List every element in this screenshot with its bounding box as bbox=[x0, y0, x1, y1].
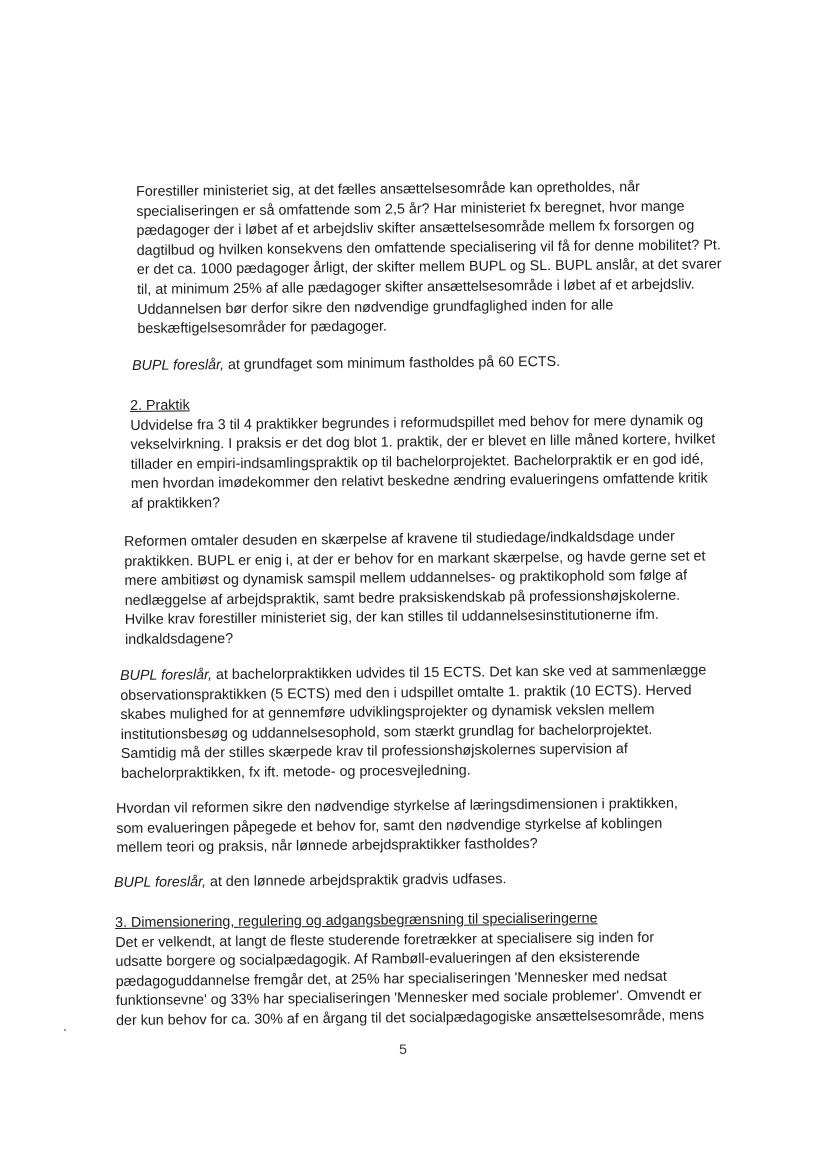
section-heading: 3. Dimensionering, regulering og adgangsbegrænsning til specialiseringerne bbox=[115, 910, 598, 931]
text-line: Hvilke krav forestiller ministeriet sig, der kan stilles til uddannelsesinstitutionerne ifm. bbox=[124, 607, 659, 629]
section-heading: 2. Praktik bbox=[130, 397, 190, 414]
text-line: funktionsevne' og 33% har specialiseringen 'Mennesker med sociale problemer'. Omvendt er bbox=[115, 987, 702, 1010]
text-line: Forestiller ministeriet sig, at det fælles ansættelsesområde kan opretholdes, når bbox=[136, 179, 640, 200]
text-line: observationspraktikken (5 ECTS) med den i udspillet omtalte 1. praktik (10 ECTS). Herved bbox=[120, 682, 692, 704]
text-line: nedlæggelse af arbejdspraktik, samt bedre praksiskendskab på professionshøjskolerne. bbox=[124, 587, 681, 609]
proposal-lead: BUPL foreslår, bbox=[132, 357, 225, 374]
proposal-text: at grundfaget som minimum fastholdes på 60 ECTS. bbox=[223, 353, 561, 374]
text-line: indkaldsdagene? bbox=[124, 630, 234, 648]
paragraph-mobility bbox=[136, 177, 722, 339]
text-line: er det ca. 1000 pædagoger årligt, der skifter mellem BUPL og SL. BUPL anslår, at det svarer bbox=[136, 256, 722, 279]
proposal-bachelorpraktik bbox=[120, 661, 707, 784]
text-line: Det er velkendt, at langt de fleste studerende foretrækker at specialisere sig inden for bbox=[115, 929, 655, 951]
text-line bbox=[132, 353, 560, 377]
text-line: mere ambitiøst og dynamisk samspil mellem uddannelses- og praktikophold som følge af bbox=[124, 567, 688, 590]
section-praktik bbox=[130, 391, 716, 514]
text-line bbox=[114, 870, 507, 893]
proposal-grundfag bbox=[132, 353, 560, 377]
section-dimensionering bbox=[115, 908, 704, 1031]
text-line: udsatte borgere og socialpædagogik. Af Rambøll-evalueringen af den eksisterende bbox=[115, 949, 641, 971]
text-line: praktikken. BUPL er enig i, at der er behov for en markant skærpelse, og havde gerne set et bbox=[124, 548, 706, 570]
text-line: specialiseringen er så omfattende som 2,5 år? Har ministeriet fx beregnet, hvor mange bbox=[136, 198, 685, 220]
proposal-lead: BUPL foreslår, bbox=[120, 667, 213, 684]
proposal-arbejdspraktik bbox=[114, 870, 507, 893]
text-line: af praktikken? bbox=[130, 495, 221, 512]
text-line: men hvordan imødekommer den relativt beskedne ændring evalueringens omfattende kritik bbox=[130, 470, 708, 493]
text-line: institutionsbesøg og uddannelsesophold, som stærkt grundlag for bachelorprojektet. bbox=[120, 721, 653, 743]
text-line: som evalueringen påpegede et behov for, samt den nødvendige styrkelse af koblingen bbox=[116, 815, 663, 837]
proposal-lead: BUPL foreslår, bbox=[114, 874, 207, 891]
text-line: Reformen omtaler desuden en skærpelse af kravene til studiedage/indkaldsdage under bbox=[124, 528, 675, 550]
paragraph-laering bbox=[116, 795, 678, 859]
page-number: 5 bbox=[399, 1041, 407, 1057]
text-line: mellem teori og praksis, når lønnede arbejdspraktikker fastholdes? bbox=[116, 836, 538, 857]
text-line: pædagoger der i løbet af et arbejdsliv skifter ansættelsesområde mellem fx forsorgen og bbox=[136, 217, 695, 240]
paragraph-studiedage bbox=[124, 527, 706, 650]
scan-speck bbox=[64, 1029, 66, 1031]
text-line: dagtilbud og hvilken konsekvens den omfattende specialisering vil få for denne mobilitet? Pt. bbox=[136, 237, 721, 259]
text-line: til, at minimum 25% af alle pædagoger skifter ansættelsesområde i løbet af et arbejdsliv. bbox=[136, 276, 695, 298]
text-line: Uddannelsen bør derfor sikre den nødvendige grundfaglighed inden for alle bbox=[137, 296, 614, 318]
text-line: bachelorpraktikken, fx ift. metode- og procesvejledning. bbox=[120, 762, 471, 782]
text-line: der kun behov for ca. 30% af en årgang til det socialpædagogiske ansættelsesområde, mens bbox=[115, 1007, 705, 1029]
text-line: Samtidig må der stilles skærpede krav til professionshøjskolernes supervision af bbox=[120, 741, 628, 763]
text-line: vekselvirkning. I praksis er det dog blot 1. praktik, der er blevet en lille måned kortere, hvilket bbox=[130, 431, 716, 454]
text-line: beskæftigelsesområder for pædagoger. bbox=[137, 318, 388, 338]
text-line: Udvidelse fra 3 til 4 praktikker begrundes i reformudspillet med behov for mere dynamik og bbox=[130, 412, 704, 434]
text-line: skabes mulighed for at gennemføre udviklingsprojekter og dynamisk vekslen mellem bbox=[120, 702, 655, 724]
text-line: Hvordan vil reformen sikre den nødvendige styrkelse af læringsdimensionen i praktikken, bbox=[116, 795, 678, 817]
proposal-text: at den lønnede arbejdspraktik gradvis udfases. bbox=[205, 871, 507, 891]
text-line: tillader en empiri-indsamlingspraktik op til bachelorprojektet. Bachelorpraktik er en god idé, bbox=[130, 451, 704, 473]
proposal-text: at bachelorpraktikken udvides til 15 ECTS. Det kan ske ved at sammenlægge bbox=[211, 662, 707, 684]
text-line: pædagoguddannelse fremgår det, at 25% har specialiseringen 'Mennesker med nedsat bbox=[115, 968, 667, 990]
